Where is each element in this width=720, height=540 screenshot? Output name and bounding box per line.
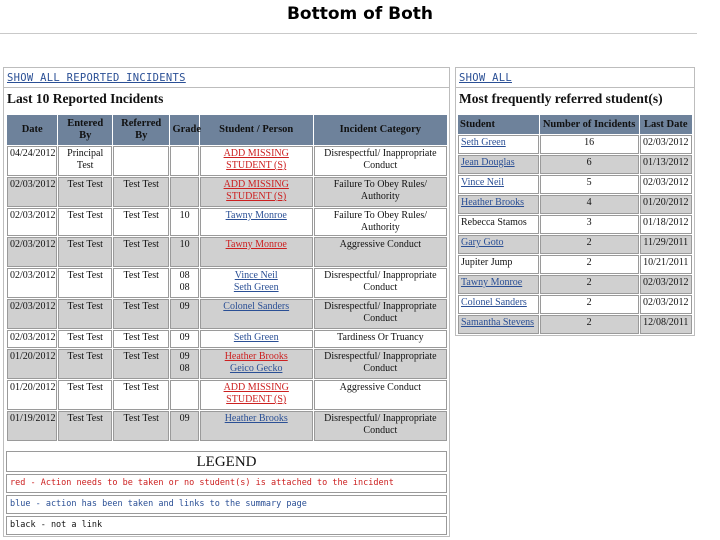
last-date: 02/03/2012 (640, 135, 692, 154)
incident-entered-by: Test Test (58, 177, 111, 207)
last-date: 01/13/2012 (640, 155, 692, 174)
last-date: 12/08/2011 (640, 315, 692, 334)
incident-category: Disrespectful/ Inappropriate Conduct (314, 146, 447, 176)
table-row (7, 177, 447, 207)
last-date: 11/29/2011 (640, 235, 692, 254)
referred-student-cell (458, 315, 539, 334)
incident-date: 01/20/2012 (7, 349, 57, 379)
incident-referred-by: Test Test (113, 411, 170, 441)
col-header-referred-by: Referred By (113, 115, 170, 145)
incident-entered-by: Test Test (58, 299, 111, 329)
student-link[interactable]: Seth Green (233, 332, 279, 343)
incident-date: 02/03/2012 (7, 299, 57, 329)
referred-student-cell (458, 175, 539, 194)
incident-date: 01/19/2012 (7, 411, 57, 441)
col-header-entered-by: Entered By (58, 115, 111, 145)
table-row (458, 155, 692, 174)
last-date: 02/03/2012 (640, 295, 692, 314)
incident-students (200, 299, 313, 329)
incident-referred-by: Test Test (113, 177, 170, 207)
incident-grade (170, 380, 198, 410)
incident-grade: 09 (170, 299, 198, 329)
incident-count: 5 (540, 175, 639, 194)
table-row (7, 411, 447, 441)
last-date: 10/21/2011 (640, 255, 692, 274)
incident-count: 4 (540, 195, 639, 214)
student-link[interactable]: Vince Neil (461, 177, 504, 188)
incident-count: 3 (540, 215, 639, 234)
referred-student-cell (458, 215, 539, 234)
incident-count: 2 (540, 315, 639, 334)
show-all-incidents-link[interactable]: SHOW ALL REPORTED INCIDENTS (7, 72, 186, 84)
incident-referred-by: Test Test (113, 380, 170, 410)
student-link[interactable]: Colonel Sanders (461, 297, 527, 308)
referred-student-cell (458, 195, 539, 214)
table-row (458, 235, 692, 254)
incident-grade (170, 146, 198, 176)
incident-count: 2 (540, 275, 639, 294)
table-row (7, 268, 447, 298)
last-date: 02/03/2012 (640, 275, 692, 294)
incident-referred-by: Test Test (113, 349, 170, 379)
add-missing-student-link[interactable]: ADD MISSING STUDENT (S) (223, 179, 289, 202)
table-row (458, 195, 692, 214)
table-row (7, 237, 447, 267)
incident-count: 2 (540, 235, 639, 254)
col-header-date: Date (7, 115, 57, 145)
add-missing-student-link[interactable]: ADD MISSING STUDENT (S) (223, 382, 289, 405)
incident-count: 6 (540, 155, 639, 174)
title-divider (0, 33, 697, 34)
student-name: Jupiter Jump (461, 257, 513, 268)
student-link[interactable]: Tawny Monroe (225, 239, 287, 250)
incident-entered-by: Principal Test (58, 146, 111, 176)
incident-category: Aggressive Conduct (314, 237, 447, 267)
referred-student-cell (458, 135, 539, 154)
student-link[interactable]: Gary Goto (461, 237, 504, 248)
incident-entered-by: Test Test (58, 380, 111, 410)
incident-count: 2 (540, 255, 639, 274)
table-row (7, 349, 447, 379)
student-name: Rebecca Stamos (461, 217, 527, 228)
incidents-panel (3, 67, 450, 537)
student-link[interactable]: Geico Gecko (229, 363, 283, 374)
table-row (458, 275, 692, 294)
student-link[interactable]: Samantha Stevens (461, 317, 535, 328)
referred-student-cell (458, 235, 539, 254)
incident-students (200, 268, 313, 298)
student-link[interactable]: Heather Brooks (224, 351, 288, 362)
incident-referred-by: Test Test (113, 330, 170, 348)
incident-grade: 08 08 (170, 268, 198, 298)
incidents-heading: Last 10 Reported Incidents (7, 91, 164, 106)
incident-referred-by: Test Test (113, 208, 170, 236)
incident-date: 02/03/2012 (7, 177, 57, 207)
incident-referred-by: Test Test (113, 268, 170, 298)
student-link[interactable]: Vince Neil (234, 270, 278, 281)
referred-header-row (458, 115, 692, 134)
incident-date: 02/03/2012 (7, 237, 57, 267)
incident-referred-by: Test Test (113, 237, 170, 267)
incident-referred-by: Test Test (113, 299, 170, 329)
legend-item-red: red - Action needs to be taken or no student(s) is attached to the incident (6, 474, 447, 493)
last-date: 02/03/2012 (640, 175, 692, 194)
col-header-category: Incident Category (314, 115, 447, 145)
incident-category: Disrespectful/ Inappropriate Conduct (314, 411, 447, 441)
incident-entered-by: Test Test (58, 237, 111, 267)
student-link[interactable]: Seth Green (233, 282, 279, 293)
table-row (458, 135, 692, 154)
legend-title: LEGEND (6, 451, 447, 472)
table-row (7, 380, 447, 410)
referred-table (457, 114, 693, 335)
incident-date: 02/03/2012 (7, 268, 57, 298)
student-link[interactable]: Seth Green (461, 137, 506, 148)
incident-date: 02/03/2012 (7, 330, 57, 348)
incident-entered-by: Test Test (58, 330, 111, 348)
incident-grade: 10 (170, 208, 198, 236)
table-row (458, 295, 692, 314)
incident-entered-by: Test Test (58, 208, 111, 236)
incident-students (200, 208, 313, 236)
referred-heading: Most frequently referred student(s) (459, 91, 663, 106)
legend-item-black: black - not a link (6, 516, 447, 535)
table-row (458, 315, 692, 334)
incidents-table (6, 114, 448, 442)
col-header-student: Student / Person (200, 115, 313, 145)
incident-category: Disrespectful/ Inappropriate Conduct (314, 299, 447, 329)
last-date: 01/20/2012 (640, 195, 692, 214)
referred-panel (455, 67, 695, 336)
student-link[interactable]: Colonel Sanders (223, 301, 290, 312)
incident-referred-by (113, 146, 170, 176)
incident-students (200, 411, 313, 441)
incident-grade: 10 (170, 237, 198, 267)
add-missing-student-link[interactable]: ADD MISSING STUDENT (S) (223, 148, 289, 171)
incident-category: Disrespectful/ Inappropriate Conduct (314, 268, 447, 298)
incident-students (200, 237, 313, 267)
col-header-grade: Grade (170, 115, 198, 145)
incident-category: Tardiness Or Truancy (314, 330, 447, 348)
referred-student-cell (458, 255, 539, 274)
referred-student-cell (458, 155, 539, 174)
table-row (7, 208, 447, 236)
incident-count: 2 (540, 295, 639, 314)
student-link[interactable]: Jean Douglas (461, 157, 515, 168)
table-row (7, 146, 447, 176)
col-header-student: Student (458, 115, 539, 134)
incident-grade: 09 (170, 330, 198, 348)
incident-date: 04/24/2012 (7, 146, 57, 176)
incident-students (200, 330, 313, 348)
incident-category: Failure To Obey Rules/ Authority (314, 177, 447, 207)
incident-date: 01/20/2012 (7, 380, 57, 410)
incident-category: Disrespectful/ Inappropriate Conduct (314, 349, 447, 379)
col-header-last-date: Last Date (640, 115, 692, 134)
incident-entered-by: Test Test (58, 268, 111, 298)
referred-student-cell (458, 295, 539, 314)
incident-category: Failure To Obey Rules/ Authority (314, 208, 447, 236)
incident-students (200, 349, 313, 379)
incident-students (200, 380, 313, 410)
legend-item-blue: blue - action has been taken and links to the summary page (6, 495, 447, 514)
show-all-referred-link[interactable]: SHOW ALL (459, 72, 512, 84)
referred-student-cell (458, 275, 539, 294)
student-link[interactable]: Tawny Monroe (225, 210, 287, 221)
student-link[interactable]: Tawny Monroe (461, 277, 523, 288)
table-row (7, 330, 447, 348)
page-title: Bottom of Both (286, 4, 434, 24)
col-header-incident-count: Number of Incidents (540, 115, 639, 134)
table-row (458, 215, 692, 234)
student-link[interactable]: Heather Brooks (461, 197, 525, 208)
incident-students (200, 177, 313, 207)
incident-students (200, 146, 313, 176)
last-date: 01/18/2012 (640, 215, 692, 234)
table-row (7, 299, 447, 329)
incident-entered-by: Test Test (58, 411, 111, 441)
table-row (458, 255, 692, 274)
table-row (458, 175, 692, 194)
incident-count: 16 (540, 135, 639, 154)
incident-entered-by: Test Test (58, 349, 111, 379)
incidents-header-row (7, 115, 447, 145)
incident-grade: 09 (170, 411, 198, 441)
incident-date: 02/03/2012 (7, 208, 57, 236)
incident-grade: 09 08 (170, 349, 198, 379)
incident-category: Aggressive Conduct (314, 380, 447, 410)
incident-grade (170, 177, 198, 207)
student-link[interactable]: Heather Brooks (224, 413, 288, 424)
